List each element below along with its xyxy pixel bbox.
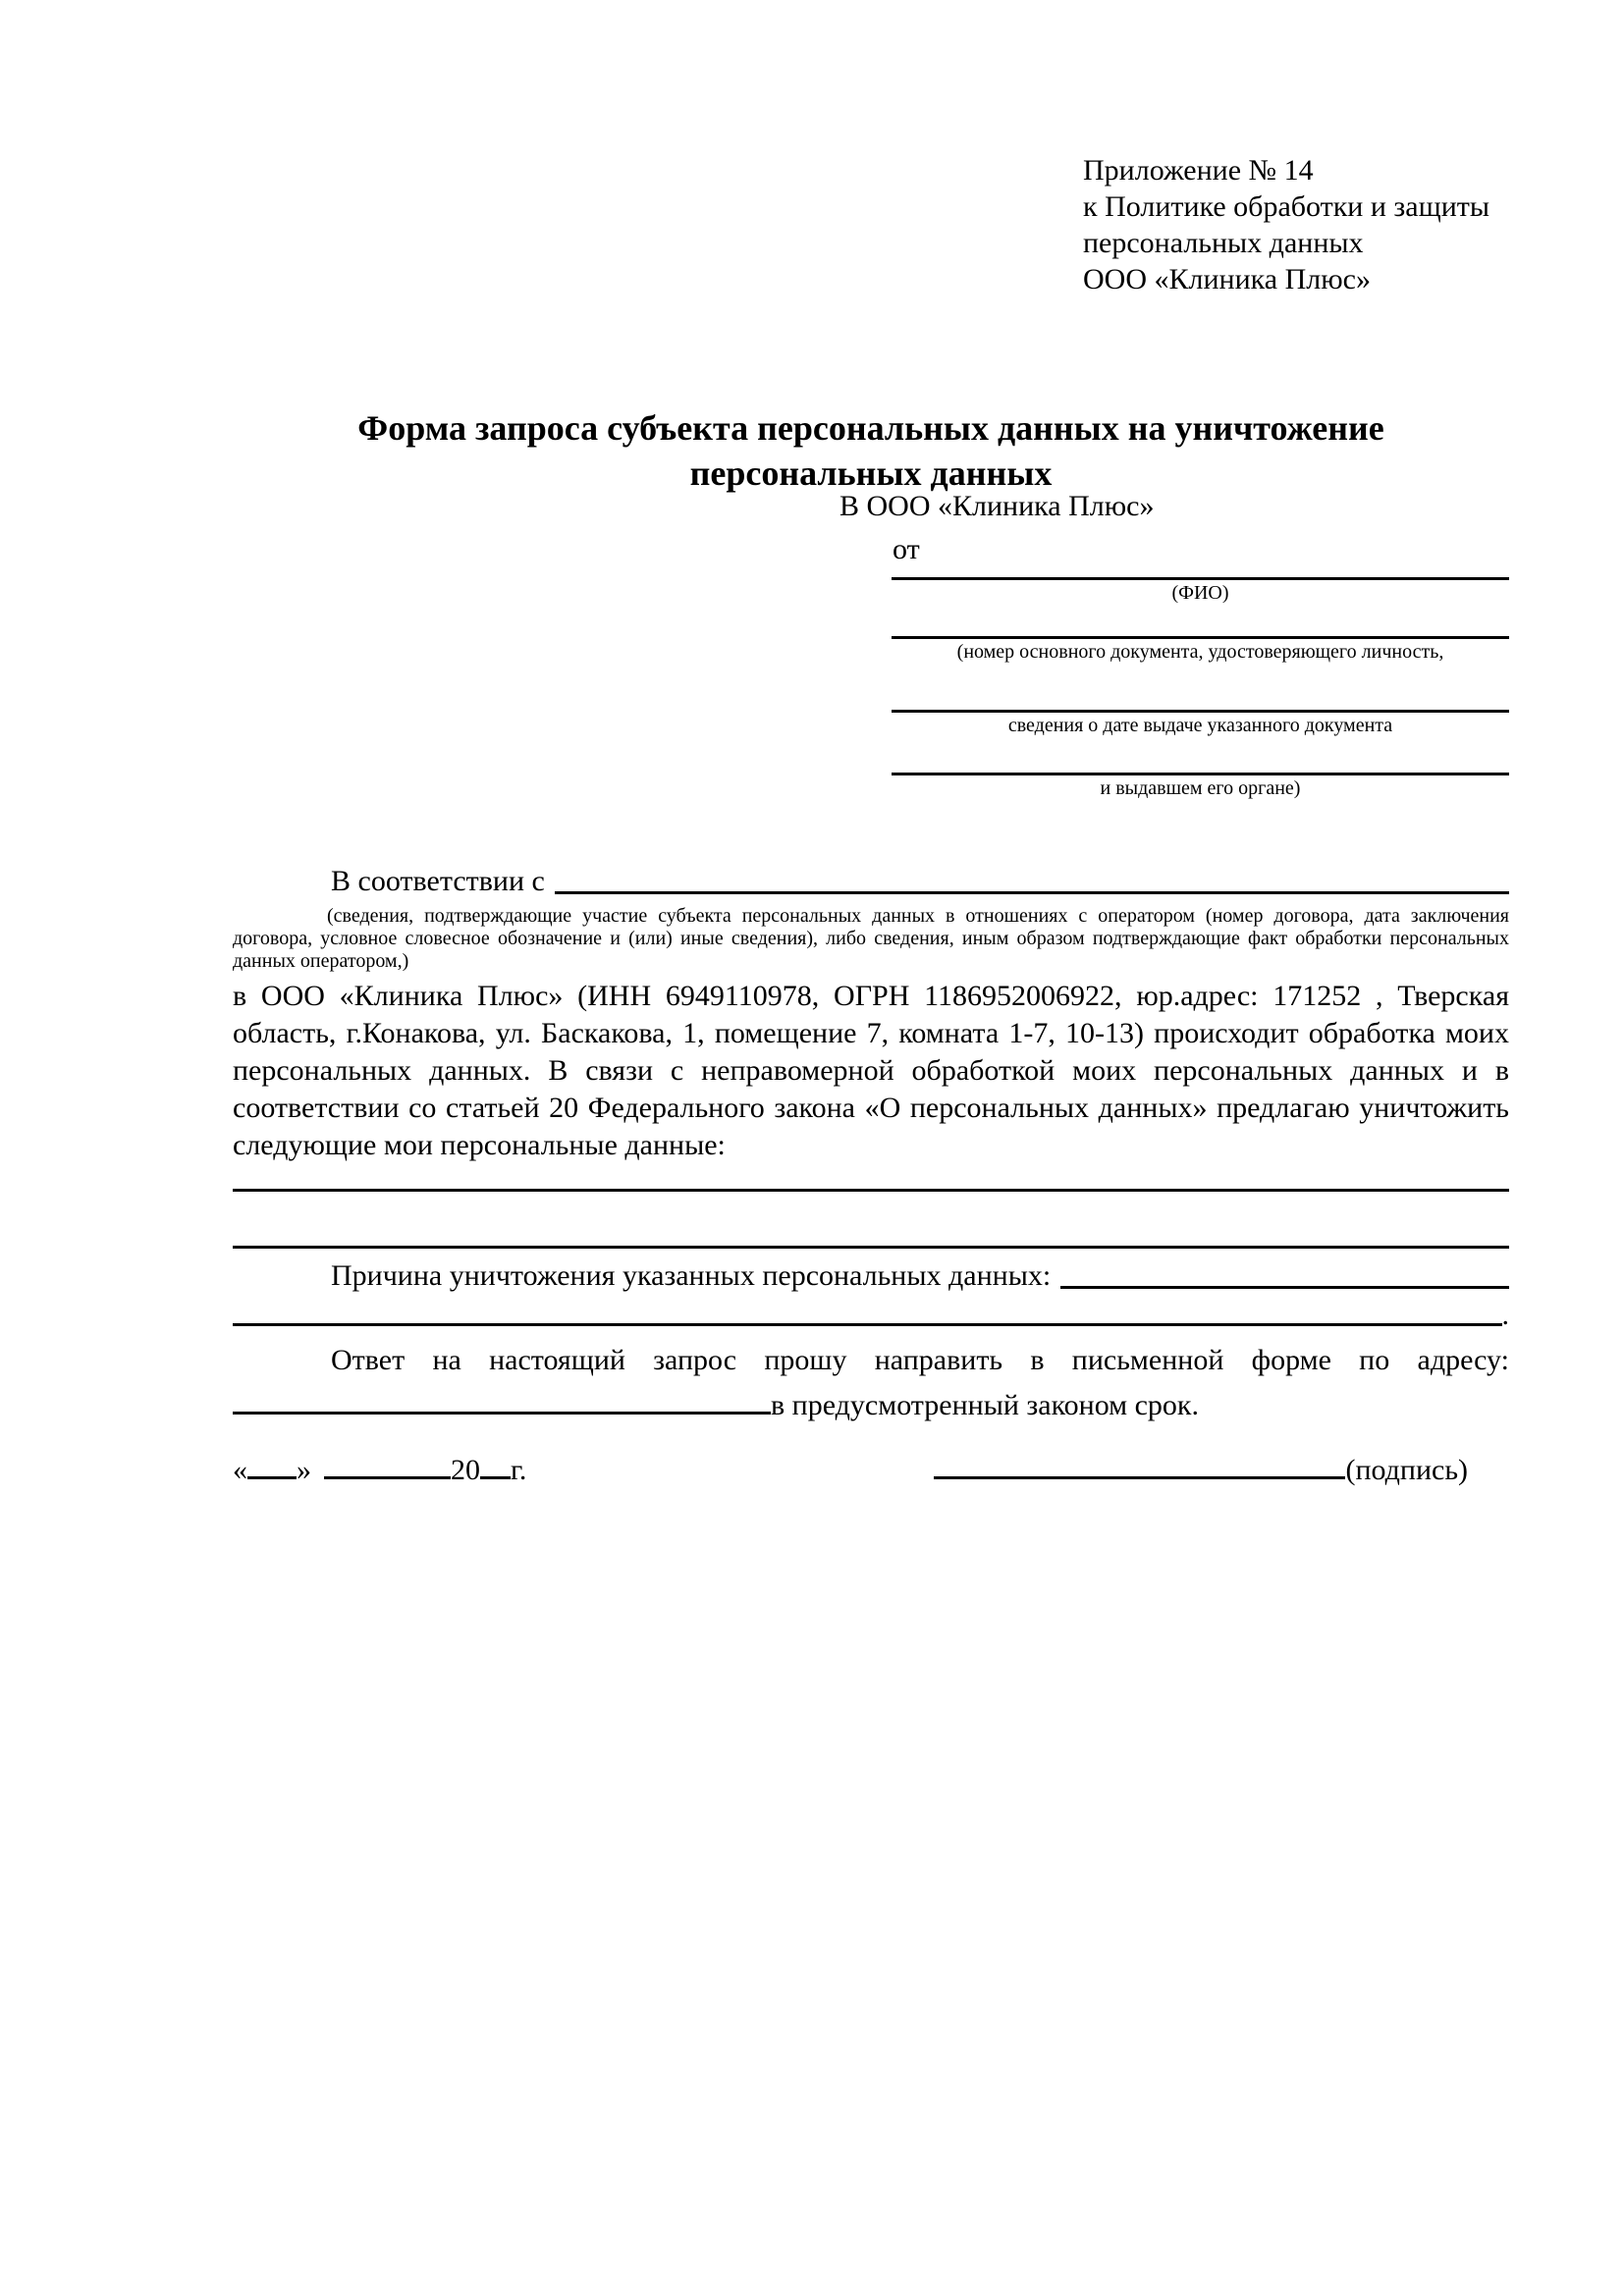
applicant-fields — [892, 568, 1509, 801]
reason-input-line[interactable] — [1060, 1256, 1509, 1289]
appendix-header-line: к Политике обработки и защиты — [1083, 190, 1490, 223]
day-input-line[interactable] — [247, 1445, 297, 1479]
page-title-line: Форма запроса субъекта персональных данных на уничтожение — [357, 408, 1384, 448]
year-suffix: г. — [511, 1454, 527, 1486]
field-issue-date — [892, 665, 1509, 738]
fio-input-line[interactable] — [892, 568, 1509, 580]
personal-data-input-line-1[interactable] — [233, 1164, 1509, 1192]
from-label: от — [893, 533, 920, 565]
accordance-input-line[interactable] — [555, 862, 1509, 894]
signature-row — [233, 1445, 1509, 1490]
fio-caption: (ФИО) — [1171, 582, 1229, 604]
reason-label: Причина уничтожения указанных персональных данных: — [331, 1259, 1052, 1292]
page-title-line: персональных данных — [689, 454, 1053, 493]
body-paragraph: в ООО «Клиника Плюс» (ИНН 6949110978, ОГРН 1186952006922, юр.адрес: 171252 , Тверская область, г.Конакова, ул. Баскакова, 1, помещение 7, комната 1-7, 10-13) происходит обработка моих персональных данных. В связи с неправомерной обработкой моих персональных данных и в соответствии со статьей 20 Федерального закона «О персональных данных» предлагаю уничтожить следующие мои персональные данные: — [233, 980, 1509, 1161]
reason-continuation-row — [233, 1296, 1509, 1335]
accordance-row — [233, 862, 1509, 901]
accordance-label: В соответствии с — [331, 865, 545, 897]
month-input-line[interactable] — [324, 1445, 451, 1479]
document-number-caption: (номер основного документа, удостоверяющего личность, — [956, 641, 1444, 663]
reason-end-punctuation: . — [1501, 1299, 1509, 1331]
day-open-quote: « — [233, 1454, 247, 1486]
appendix-header-line: ООО «Клиника Плюс» — [1083, 263, 1371, 295]
field-document-number — [892, 606, 1509, 665]
field-issuing-authority — [892, 738, 1509, 801]
personal-data-input-line-2[interactable] — [233, 1192, 1509, 1249]
year-prefix: 20 — [451, 1454, 480, 1486]
signature-group — [934, 1445, 1468, 1490]
response-paragraph: Ответ на настоящий запрос прошу направить в письменной форме по адресу: — [331, 1344, 1509, 1376]
field-fio — [892, 568, 1509, 606]
accordance-note: (сведения, подтверждающие участие субъекта персональных данных в отношениях с оператором (номер договора, дата заключения договора, условное словесное обозначение и (или) иные сведения), либо сведения, иным образом подтверждающие факт обработки персональных данных оператором,) — [233, 905, 1509, 972]
appendix-header-line: Приложение № 14 — [1083, 154, 1314, 187]
day-close-quote: » — [297, 1454, 311, 1486]
date-line — [233, 1445, 526, 1490]
address-input-line[interactable] — [233, 1380, 771, 1415]
addressee-line: В ООО «Клиника Плюс» — [839, 490, 1155, 522]
year-input-line[interactable] — [480, 1445, 511, 1479]
response-suffix: в предусмотренный законом срок. — [771, 1389, 1199, 1421]
page-title — [233, 405, 1509, 496]
signature-caption: (подпись) — [1345, 1454, 1468, 1486]
appendix-header-line: персональных данных — [1083, 227, 1364, 259]
issuing-authority-input-line[interactable] — [892, 738, 1509, 775]
reason-row — [233, 1256, 1509, 1296]
appendix-header — [1083, 152, 1509, 297]
reason-continuation-input-line[interactable] — [233, 1304, 1502, 1326]
signature-input-line[interactable] — [934, 1445, 1345, 1479]
issue-date-caption: сведения о дате выдаче указанного документа — [1007, 715, 1393, 736]
document-number-input-line[interactable] — [892, 606, 1509, 639]
issuing-authority-caption: и выдавшем его органе) — [1100, 777, 1301, 799]
response-address-row — [233, 1380, 1509, 1425]
issue-date-input-line[interactable] — [892, 665, 1509, 713]
